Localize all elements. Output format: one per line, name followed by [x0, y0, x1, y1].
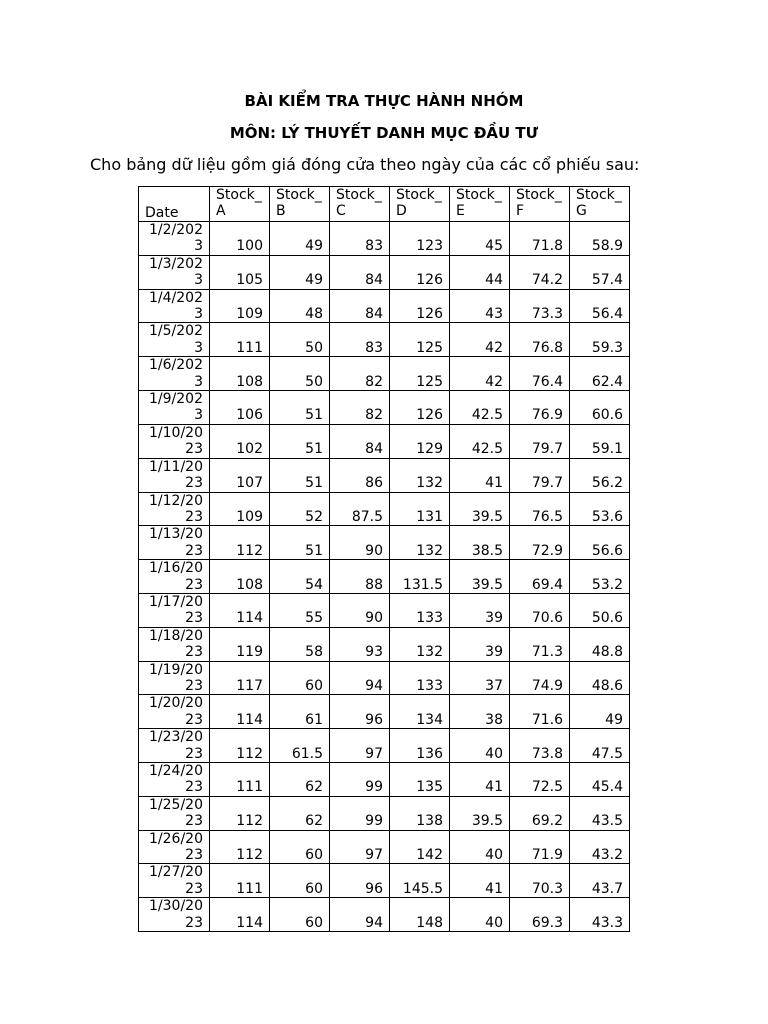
price-cell: 43.5	[570, 796, 630, 830]
price-cell: 131	[390, 492, 450, 526]
price-cell: 49	[570, 695, 630, 729]
date-cell: 1/4/2023	[139, 289, 210, 323]
price-cell: 126	[390, 289, 450, 323]
table-row	[139, 391, 630, 425]
date-cell: 1/12/2023	[139, 492, 210, 526]
price-cell: 42.5	[450, 391, 510, 425]
price-cell: 61	[270, 695, 330, 729]
table-row	[139, 492, 630, 526]
column-header-date: Date	[139, 187, 210, 222]
document-title: BÀI KIỂM TRA THỰC HÀNH NHÓM	[244, 92, 524, 110]
price-cell: 45	[450, 222, 510, 256]
price-cell: 132	[390, 627, 450, 661]
table-row	[139, 289, 630, 323]
table-row	[139, 323, 630, 357]
price-cell: 71.9	[510, 830, 570, 864]
price-cell: 71.3	[510, 627, 570, 661]
price-cell: 42	[450, 357, 510, 391]
price-cell: 119	[210, 627, 270, 661]
table-row	[139, 222, 630, 256]
price-cell: 56.6	[570, 526, 630, 560]
price-cell: 72.9	[510, 526, 570, 560]
price-cell: 99	[330, 796, 390, 830]
date-cell: 1/27/2023	[139, 864, 210, 898]
date-cell: 1/16/2023	[139, 560, 210, 594]
column-header-stock-f: Stock_F	[510, 187, 570, 222]
price-cell: 43.2	[570, 830, 630, 864]
price-cell: 132	[390, 526, 450, 560]
price-cell: 73.3	[510, 289, 570, 323]
price-cell: 49	[270, 255, 330, 289]
price-cell: 58.9	[570, 222, 630, 256]
date-cell: 1/23/2023	[139, 729, 210, 763]
price-cell: 136	[390, 729, 450, 763]
price-cell: 40	[450, 830, 510, 864]
price-cell: 72.5	[510, 763, 570, 797]
price-cell: 69.2	[510, 796, 570, 830]
date-cell: 1/17/2023	[139, 593, 210, 627]
price-cell: 112	[210, 526, 270, 560]
price-cell: 39	[450, 627, 510, 661]
date-cell: 1/9/2023	[139, 391, 210, 425]
price-cell: 48.6	[570, 661, 630, 695]
table-row	[139, 526, 630, 560]
price-cell: 90	[330, 593, 390, 627]
price-cell: 48	[270, 289, 330, 323]
date-cell: 1/19/2023	[139, 661, 210, 695]
price-cell: 112	[210, 796, 270, 830]
date-cell: 1/10/2023	[139, 424, 210, 458]
intro-text: Cho bảng dữ liệu gồm giá đóng cửa theo ngày của các cổ phiếu sau:	[90, 155, 640, 174]
price-cell: 94	[330, 898, 390, 932]
price-cell: 79.7	[510, 424, 570, 458]
price-cell: 109	[210, 289, 270, 323]
price-cell: 57.4	[570, 255, 630, 289]
price-cell: 84	[330, 289, 390, 323]
price-cell: 60	[270, 830, 330, 864]
price-cell: 97	[330, 729, 390, 763]
table-row	[139, 357, 630, 391]
price-cell: 39.5	[450, 492, 510, 526]
date-cell: 1/5/2023	[139, 323, 210, 357]
table-row	[139, 593, 630, 627]
price-cell: 131.5	[390, 560, 450, 594]
price-cell: 117	[210, 661, 270, 695]
price-cell: 51	[270, 526, 330, 560]
stock-price-table	[138, 186, 630, 932]
price-cell: 60	[270, 898, 330, 932]
price-cell: 40	[450, 898, 510, 932]
price-cell: 60.6	[570, 391, 630, 425]
price-cell: 60	[270, 661, 330, 695]
price-cell: 112	[210, 830, 270, 864]
price-cell: 105	[210, 255, 270, 289]
price-cell: 44	[450, 255, 510, 289]
table-row	[139, 458, 630, 492]
price-cell: 148	[390, 898, 450, 932]
date-cell: 1/20/2023	[139, 695, 210, 729]
price-cell: 86	[330, 458, 390, 492]
price-cell: 55	[270, 593, 330, 627]
price-cell: 43	[450, 289, 510, 323]
price-cell: 59.3	[570, 323, 630, 357]
price-cell: 60	[270, 864, 330, 898]
date-cell: 1/26/2023	[139, 830, 210, 864]
price-cell: 114	[210, 898, 270, 932]
price-cell: 54	[270, 560, 330, 594]
table-row	[139, 830, 630, 864]
column-header-stock-a: Stock_A	[210, 187, 270, 222]
price-cell: 87.5	[330, 492, 390, 526]
price-cell: 79.7	[510, 458, 570, 492]
date-cell: 1/3/2023	[139, 255, 210, 289]
price-cell: 50	[270, 357, 330, 391]
price-cell: 39.5	[450, 560, 510, 594]
price-cell: 73.8	[510, 729, 570, 763]
table-row	[139, 661, 630, 695]
price-cell: 88	[330, 560, 390, 594]
price-cell: 70.6	[510, 593, 570, 627]
price-cell: 62	[270, 796, 330, 830]
price-cell: 43.3	[570, 898, 630, 932]
price-cell: 108	[210, 560, 270, 594]
price-cell: 145.5	[390, 864, 450, 898]
price-cell: 112	[210, 729, 270, 763]
price-cell: 99	[330, 763, 390, 797]
price-cell: 100	[210, 222, 270, 256]
price-cell: 76.4	[510, 357, 570, 391]
price-cell: 138	[390, 796, 450, 830]
column-header-stock-e: Stock_E	[450, 187, 510, 222]
price-cell: 71.6	[510, 695, 570, 729]
column-header-stock-b: Stock_B	[270, 187, 330, 222]
price-cell: 129	[390, 424, 450, 458]
price-cell: 38.5	[450, 526, 510, 560]
document-subtitle: MÔN: LÝ THUYẾT DANH MỤC ĐẦU TƯ	[229, 124, 539, 142]
price-cell: 38	[450, 695, 510, 729]
price-cell: 47.5	[570, 729, 630, 763]
date-cell: 1/30/2023	[139, 898, 210, 932]
price-cell: 49	[270, 222, 330, 256]
price-cell: 59.1	[570, 424, 630, 458]
price-cell: 96	[330, 864, 390, 898]
price-cell: 107	[210, 458, 270, 492]
price-cell: 97	[330, 830, 390, 864]
price-cell: 109	[210, 492, 270, 526]
price-cell: 142	[390, 830, 450, 864]
price-cell: 126	[390, 391, 450, 425]
price-cell: 48.8	[570, 627, 630, 661]
price-cell: 82	[330, 357, 390, 391]
price-cell: 53.6	[570, 492, 630, 526]
price-cell: 111	[210, 864, 270, 898]
price-cell: 84	[330, 424, 390, 458]
price-cell: 125	[390, 323, 450, 357]
table-row	[139, 627, 630, 661]
table-row	[139, 255, 630, 289]
price-cell: 126	[390, 255, 450, 289]
price-cell: 41	[450, 864, 510, 898]
price-cell: 111	[210, 763, 270, 797]
table-row	[139, 695, 630, 729]
price-cell: 69.4	[510, 560, 570, 594]
price-cell: 83	[330, 323, 390, 357]
date-cell: 1/25/2023	[139, 796, 210, 830]
price-cell: 71.8	[510, 222, 570, 256]
price-cell: 45.4	[570, 763, 630, 797]
price-cell: 74.2	[510, 255, 570, 289]
price-cell: 37	[450, 661, 510, 695]
price-cell: 50.6	[570, 593, 630, 627]
table-row	[139, 729, 630, 763]
price-cell: 114	[210, 593, 270, 627]
date-cell: 1/24/2023	[139, 763, 210, 797]
price-cell: 50	[270, 323, 330, 357]
price-cell: 114	[210, 695, 270, 729]
price-cell: 134	[390, 695, 450, 729]
price-cell: 76.5	[510, 492, 570, 526]
table-row	[139, 763, 630, 797]
table-header-row	[139, 187, 630, 222]
table-row	[139, 864, 630, 898]
column-header-stock-g: Stock_G	[570, 187, 630, 222]
price-cell: 69.3	[510, 898, 570, 932]
price-cell: 96	[330, 695, 390, 729]
price-cell: 40	[450, 729, 510, 763]
price-cell: 62.4	[570, 357, 630, 391]
price-cell: 74.9	[510, 661, 570, 695]
price-cell: 41	[450, 763, 510, 797]
price-cell: 93	[330, 627, 390, 661]
price-cell: 56.2	[570, 458, 630, 492]
price-cell: 123	[390, 222, 450, 256]
price-cell: 42.5	[450, 424, 510, 458]
price-cell: 133	[390, 661, 450, 695]
price-cell: 90	[330, 526, 390, 560]
price-cell: 83	[330, 222, 390, 256]
table-row	[139, 424, 630, 458]
price-cell: 133	[390, 593, 450, 627]
price-cell: 82	[330, 391, 390, 425]
table-row	[139, 560, 630, 594]
price-cell: 51	[270, 424, 330, 458]
price-cell: 56.4	[570, 289, 630, 323]
price-cell: 102	[210, 424, 270, 458]
date-cell: 1/6/2023	[139, 357, 210, 391]
date-cell: 1/13/2023	[139, 526, 210, 560]
price-cell: 111	[210, 323, 270, 357]
price-cell: 58	[270, 627, 330, 661]
price-cell: 39.5	[450, 796, 510, 830]
price-cell: 51	[270, 458, 330, 492]
price-cell: 132	[390, 458, 450, 492]
price-cell: 53.2	[570, 560, 630, 594]
price-cell: 84	[330, 255, 390, 289]
date-cell: 1/18/2023	[139, 627, 210, 661]
price-cell: 51	[270, 391, 330, 425]
price-cell: 76.8	[510, 323, 570, 357]
date-cell: 1/2/2023	[139, 222, 210, 256]
price-cell: 125	[390, 357, 450, 391]
column-header-stock-c: Stock_C	[330, 187, 390, 222]
price-cell: 106	[210, 391, 270, 425]
price-cell: 52	[270, 492, 330, 526]
table-row	[139, 796, 630, 830]
price-cell: 61.5	[270, 729, 330, 763]
price-cell: 43.7	[570, 864, 630, 898]
column-header-stock-d: Stock_D	[390, 187, 450, 222]
price-cell: 41	[450, 458, 510, 492]
price-cell: 42	[450, 323, 510, 357]
price-cell: 70.3	[510, 864, 570, 898]
price-cell: 62	[270, 763, 330, 797]
price-cell: 39	[450, 593, 510, 627]
table-row	[139, 898, 630, 932]
table-body	[139, 222, 630, 932]
price-cell: 76.9	[510, 391, 570, 425]
price-cell: 135	[390, 763, 450, 797]
price-cell: 94	[330, 661, 390, 695]
price-cell: 108	[210, 357, 270, 391]
date-cell: 1/11/2023	[139, 458, 210, 492]
